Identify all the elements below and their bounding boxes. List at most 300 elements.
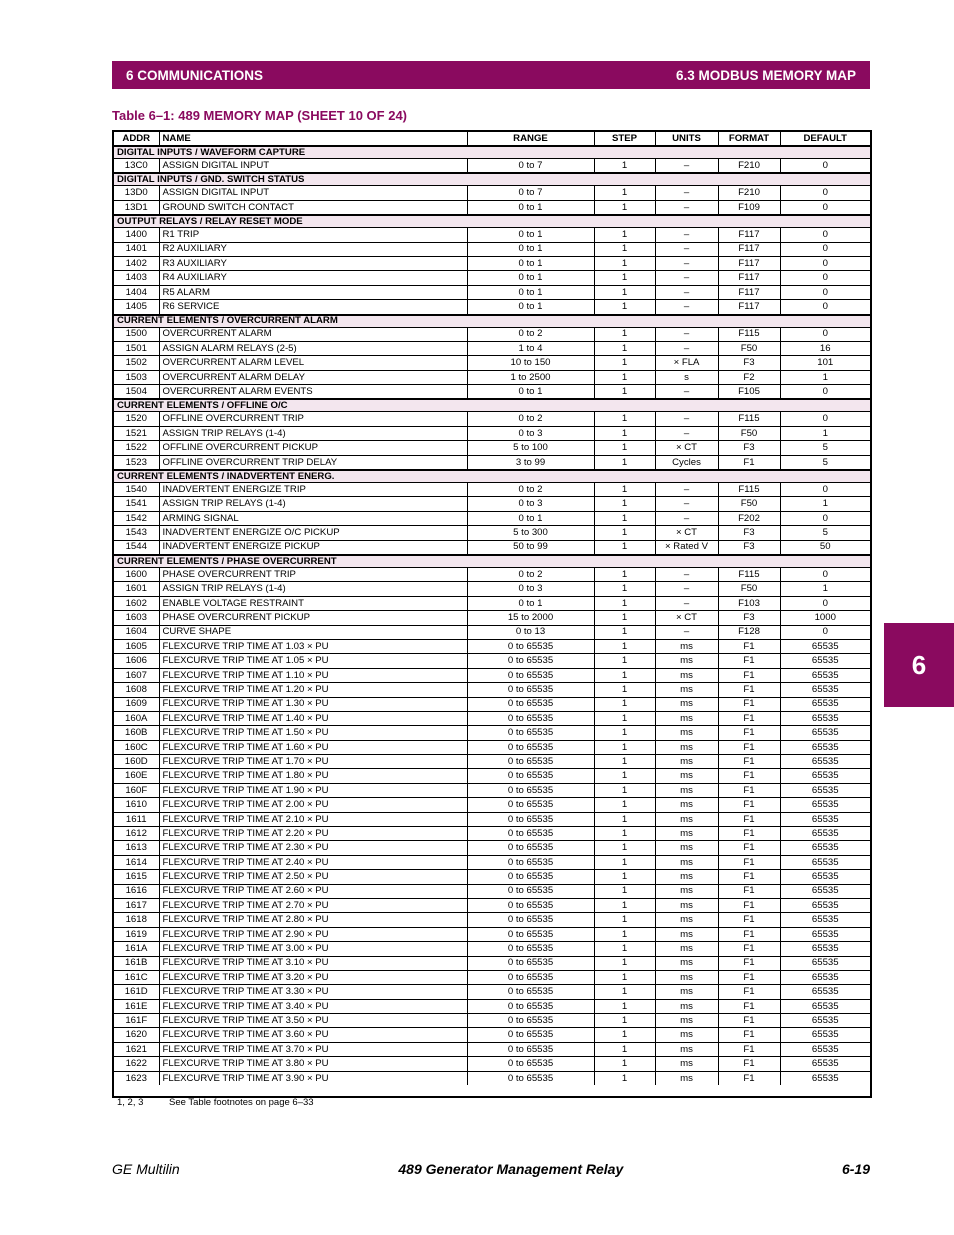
cell-step: 1 [594, 455, 655, 470]
cell-step: 1 [594, 242, 655, 256]
cell-format: F2 [718, 370, 780, 384]
cell-addr: 1620 [114, 1028, 159, 1042]
cell-addr: 161F [114, 1014, 159, 1028]
table-row [114, 256, 870, 270]
cell-units: ms [655, 726, 718, 740]
cell-name: FLEXCURVE TRIP TIME AT 3.90 × PU [159, 1071, 467, 1085]
cell-default: 65535 [780, 711, 870, 725]
cell-default: 5 [780, 455, 870, 470]
chapter-side-tab: 6 [884, 623, 954, 707]
cell-format: F1 [718, 683, 780, 697]
cell-range: 0 to 65535 [467, 668, 594, 682]
cell-default: 0 [780, 300, 870, 315]
cell-units: ms [655, 970, 718, 984]
col-header-default: DEFAULT [780, 132, 870, 146]
col-header-name: NAME [159, 132, 467, 146]
table-row [114, 511, 870, 525]
cell-name: FLEXCURVE TRIP TIME AT 2.60 × PU [159, 884, 467, 898]
cell-format: F109 [718, 200, 780, 215]
cell-name: FLEXCURVE TRIP TIME AT 2.90 × PU [159, 927, 467, 941]
cell-name: FLEXCURVE TRIP TIME AT 2.10 × PU [159, 812, 467, 826]
cell-format: F1 [718, 711, 780, 725]
cell-default: 65535 [780, 855, 870, 869]
table-row [114, 755, 870, 769]
cell-name: FLEXCURVE TRIP TIME AT 2.50 × PU [159, 870, 467, 884]
cell-units: ms [655, 884, 718, 898]
cell-default: 65535 [780, 769, 870, 783]
cell-units: ms [655, 783, 718, 797]
cell-units: ms [655, 740, 718, 754]
cell-range: 0 to 65535 [467, 639, 594, 653]
cell-default: 0 [780, 625, 870, 639]
cell-default: 0 [780, 200, 870, 215]
table-row [114, 596, 870, 610]
table-row [114, 455, 870, 470]
cell-default: 65535 [780, 697, 870, 711]
cell-format: F210 [718, 159, 780, 174]
cell-format: F1 [718, 913, 780, 927]
cell-name: ASSIGN TRIP RELAYS (1-4) [159, 426, 467, 440]
section-row [114, 470, 870, 483]
cell-name: FLEXCURVE TRIP TIME AT 1.80 × PU [159, 769, 467, 783]
table-row [114, 341, 870, 355]
cell-addr: 161B [114, 956, 159, 970]
cell-addr: 1405 [114, 300, 159, 315]
section-title: OUTPUT RELAYS / RELAY RESET MODE [114, 215, 870, 228]
cell-name: OFFLINE OVERCURRENT TRIP DELAY [159, 455, 467, 470]
cell-units: – [655, 511, 718, 525]
cell-step: 1 [594, 726, 655, 740]
cell-range: 0 to 3 [467, 497, 594, 511]
cell-addr: 161E [114, 999, 159, 1013]
cell-step: 1 [594, 755, 655, 769]
cell-name: ARMING SIGNAL [159, 511, 467, 525]
table-row [114, 582, 870, 596]
cell-range: 0 to 1 [467, 228, 594, 242]
cell-step: 1 [594, 497, 655, 511]
cell-addr: 1543 [114, 526, 159, 540]
cell-range: 0 to 65535 [467, 1028, 594, 1042]
cell-units: – [655, 582, 718, 596]
cell-default: 1 [780, 497, 870, 511]
cell-step: 1 [594, 884, 655, 898]
cell-step: 1 [594, 999, 655, 1013]
cell-range: 0 to 65535 [467, 755, 594, 769]
table-row [114, 740, 870, 754]
cell-range: 0 to 7 [467, 186, 594, 200]
cell-addr: 1615 [114, 870, 159, 884]
cell-default: 0 [780, 596, 870, 610]
cell-format: F105 [718, 385, 780, 400]
cell-format: F1 [718, 898, 780, 912]
cell-format: F1 [718, 1028, 780, 1042]
cell-step: 1 [594, 683, 655, 697]
cell-units: – [655, 426, 718, 440]
cell-name: FLEXCURVE TRIP TIME AT 3.10 × PU [159, 956, 467, 970]
cell-format: F1 [718, 668, 780, 682]
cell-step: 1 [594, 271, 655, 285]
cell-name: PHASE OVERCURRENT PICKUP [159, 611, 467, 625]
cell-step: 1 [594, 711, 655, 725]
cell-name: CURVE SHAPE [159, 625, 467, 639]
cell-addr: 13D0 [114, 186, 159, 200]
cell-default: 65535 [780, 898, 870, 912]
table-row [114, 356, 870, 370]
cell-name: R4 AUXILIARY [159, 271, 467, 285]
cell-units: – [655, 271, 718, 285]
table-row [114, 625, 870, 639]
cell-units: × CT [655, 441, 718, 455]
cell-range: 0 to 1 [467, 385, 594, 400]
cell-step: 1 [594, 186, 655, 200]
cell-addr: 1544 [114, 540, 159, 555]
cell-step: 1 [594, 483, 655, 497]
section-title: 6.3 MODBUS MEMORY MAP [675, 67, 856, 83]
col-header-format: FORMAT [718, 132, 780, 146]
cell-addr: 1401 [114, 242, 159, 256]
cell-name: FLEXCURVE TRIP TIME AT 3.30 × PU [159, 985, 467, 999]
cell-addr: 1608 [114, 683, 159, 697]
cell-format: F1 [718, 740, 780, 754]
cell-units: – [655, 385, 718, 400]
cell-name: R1 TRIP [159, 228, 467, 242]
cell-range: 0 to 2 [467, 483, 594, 497]
table-row [114, 913, 870, 927]
cell-format: F1 [718, 970, 780, 984]
cell-default: 0 [780, 483, 870, 497]
cell-format: F117 [718, 228, 780, 242]
cell-units: × FLA [655, 356, 718, 370]
cell-name: OFFLINE OVERCURRENT PICKUP [159, 441, 467, 455]
cell-range: 0 to 65535 [467, 942, 594, 956]
cell-format: F1 [718, 726, 780, 740]
cell-units: ms [655, 999, 718, 1013]
cell-addr: 1622 [114, 1057, 159, 1071]
cell-range: 3 to 99 [467, 455, 594, 470]
cell-name: FLEXCURVE TRIP TIME AT 2.30 × PU [159, 841, 467, 855]
cell-step: 1 [594, 1028, 655, 1042]
cell-name: ASSIGN DIGITAL INPUT [159, 159, 467, 174]
cell-range: 0 to 65535 [467, 841, 594, 855]
cell-step: 1 [594, 639, 655, 653]
cell-addr: 1542 [114, 511, 159, 525]
cell-units: – [655, 285, 718, 299]
cell-range: 0 to 65535 [467, 1014, 594, 1028]
cell-default: 65535 [780, 956, 870, 970]
cell-default: 65535 [780, 1014, 870, 1028]
table-row [114, 711, 870, 725]
cell-default: 5 [780, 441, 870, 455]
table-row [114, 697, 870, 711]
cell-units: – [655, 200, 718, 215]
cell-format: F1 [718, 812, 780, 826]
cell-step: 1 [594, 697, 655, 711]
cell-format: F50 [718, 582, 780, 596]
cell-step: 1 [594, 596, 655, 610]
cell-format: F1 [718, 1071, 780, 1085]
cell-step: 1 [594, 654, 655, 668]
cell-range: 0 to 65535 [467, 927, 594, 941]
table-row [114, 285, 870, 299]
col-header-step: STEP [594, 132, 655, 146]
cell-range: 0 to 1 [467, 256, 594, 270]
cell-range: 0 to 65535 [467, 827, 594, 841]
table-row [114, 327, 870, 341]
cell-default: 65535 [780, 1057, 870, 1071]
cell-addr: 1600 [114, 567, 159, 581]
table-row [114, 228, 870, 242]
cell-default: 0 [780, 412, 870, 426]
cell-format: F1 [718, 1057, 780, 1071]
cell-step: 1 [594, 625, 655, 639]
col-header-addr: ADDR [114, 132, 159, 146]
table-row [114, 1014, 870, 1028]
cell-format: F117 [718, 285, 780, 299]
cell-units: ms [655, 1042, 718, 1056]
table-row [114, 271, 870, 285]
cell-addr: 1601 [114, 582, 159, 596]
cell-range: 0 to 2 [467, 412, 594, 426]
cell-step: 1 [594, 913, 655, 927]
cell-range: 0 to 65535 [467, 697, 594, 711]
section-row [114, 315, 870, 328]
cell-step: 1 [594, 540, 655, 555]
cell-format: F50 [718, 497, 780, 511]
cell-addr: 1613 [114, 841, 159, 855]
cell-units: × CT [655, 526, 718, 540]
cell-step: 1 [594, 327, 655, 341]
cell-name: INADVERTENT ENERGIZE TRIP [159, 483, 467, 497]
cell-format: F1 [718, 870, 780, 884]
cell-default: 65535 [780, 783, 870, 797]
table-row [114, 540, 870, 555]
cell-units: – [655, 567, 718, 581]
cell-step: 1 [594, 611, 655, 625]
cell-format: F1 [718, 1042, 780, 1056]
cell-name: FLEXCURVE TRIP TIME AT 2.80 × PU [159, 913, 467, 927]
cell-units: ms [655, 1014, 718, 1028]
memory-map-table [114, 132, 870, 1085]
cell-format: F1 [718, 783, 780, 797]
cell-units: ms [655, 898, 718, 912]
cell-addr: 1541 [114, 497, 159, 511]
cell-units: – [655, 228, 718, 242]
cell-default: 65535 [780, 870, 870, 884]
cell-units: – [655, 497, 718, 511]
cell-range: 0 to 65535 [467, 898, 594, 912]
cell-units: × Rated V [655, 540, 718, 555]
footer-product: 489 Generator Management Relay [398, 1161, 624, 1177]
cell-step: 1 [594, 256, 655, 270]
cell-format: F3 [718, 611, 780, 625]
cell-units: – [655, 327, 718, 341]
cell-name: OVERCURRENT ALARM EVENTS [159, 385, 467, 400]
cell-addr: 1610 [114, 798, 159, 812]
cell-name: ENABLE VOLTAGE RESTRAINT [159, 596, 467, 610]
cell-range: 0 to 65535 [467, 769, 594, 783]
cell-range: 1 to 2500 [467, 370, 594, 384]
cell-step: 1 [594, 582, 655, 596]
table-row [114, 186, 870, 200]
cell-name: FLEXCURVE TRIP TIME AT 1.60 × PU [159, 740, 467, 754]
table-row [114, 1042, 870, 1056]
cell-step: 1 [594, 441, 655, 455]
cell-name: FLEXCURVE TRIP TIME AT 2.20 × PU [159, 827, 467, 841]
cell-addr: 160F [114, 783, 159, 797]
table-row [114, 898, 870, 912]
cell-units: ms [655, 755, 718, 769]
cell-format: F1 [718, 942, 780, 956]
cell-range: 0 to 65535 [467, 956, 594, 970]
cell-addr: 1619 [114, 927, 159, 941]
cell-range: 0 to 65535 [467, 1057, 594, 1071]
cell-step: 1 [594, 942, 655, 956]
cell-format: F3 [718, 540, 780, 555]
cell-addr: 1403 [114, 271, 159, 285]
cell-range: 0 to 65535 [467, 985, 594, 999]
table-row [114, 985, 870, 999]
cell-name: ASSIGN ALARM RELAYS (2-5) [159, 341, 467, 355]
cell-addr: 160B [114, 726, 159, 740]
cell-range: 0 to 65535 [467, 726, 594, 740]
cell-range: 50 to 99 [467, 540, 594, 555]
col-header-range: RANGE [467, 132, 594, 146]
cell-addr: 1400 [114, 228, 159, 242]
footnote-refs: 1, 2, 3 [117, 1097, 144, 1108]
cell-range: 0 to 65535 [467, 884, 594, 898]
cell-range: 0 to 65535 [467, 1071, 594, 1085]
cell-range: 0 to 13 [467, 625, 594, 639]
cell-units: ms [655, 927, 718, 941]
table-row [114, 812, 870, 826]
cell-format: F1 [718, 798, 780, 812]
cell-addr: 1540 [114, 483, 159, 497]
cell-units: ms [655, 956, 718, 970]
cell-step: 1 [594, 159, 655, 174]
cell-range: 0 to 1 [467, 511, 594, 525]
table-header-row [114, 132, 870, 146]
cell-format: F103 [718, 596, 780, 610]
cell-name: ASSIGN TRIP RELAYS (1-4) [159, 497, 467, 511]
cell-name: GROUND SWITCH CONTACT [159, 200, 467, 215]
cell-addr: 1623 [114, 1071, 159, 1085]
cell-units: ms [655, 812, 718, 826]
cell-units: ms [655, 913, 718, 927]
cell-default: 101 [780, 356, 870, 370]
cell-addr: 160E [114, 769, 159, 783]
cell-addr: 1522 [114, 441, 159, 455]
cell-format: F1 [718, 769, 780, 783]
cell-format: F1 [718, 827, 780, 841]
table-row [114, 884, 870, 898]
cell-units: Cycles [655, 455, 718, 470]
table-row [114, 483, 870, 497]
cell-step: 1 [594, 412, 655, 426]
cell-addr: 1602 [114, 596, 159, 610]
cell-default: 0 [780, 385, 870, 400]
cell-default: 65535 [780, 884, 870, 898]
cell-step: 1 [594, 511, 655, 525]
cell-default: 65535 [780, 639, 870, 653]
cell-step: 1 [594, 1042, 655, 1056]
cell-addr: 1609 [114, 697, 159, 711]
cell-range: 0 to 65535 [467, 855, 594, 869]
cell-default: 0 [780, 159, 870, 174]
cell-units: ms [655, 639, 718, 653]
cell-addr: 1501 [114, 341, 159, 355]
cell-name: FLEXCURVE TRIP TIME AT 3.00 × PU [159, 942, 467, 956]
section-title: CURRENT ELEMENTS / OFFLINE O/C [114, 399, 870, 412]
cell-step: 1 [594, 1014, 655, 1028]
page-number: 6-19 [841, 1161, 870, 1177]
table-row [114, 300, 870, 315]
cell-addr: 13C0 [114, 159, 159, 174]
cell-format: F50 [718, 426, 780, 440]
cell-range: 0 to 65535 [467, 812, 594, 826]
cell-step: 1 [594, 228, 655, 242]
cell-default: 1 [780, 582, 870, 596]
cell-step: 1 [594, 567, 655, 581]
cell-step: 1 [594, 1057, 655, 1071]
table-row [114, 200, 870, 215]
cell-default: 65535 [780, 740, 870, 754]
cell-range: 5 to 100 [467, 441, 594, 455]
cell-format: F115 [718, 327, 780, 341]
table-row [114, 567, 870, 581]
section-row [114, 215, 870, 228]
cell-addr: 1607 [114, 668, 159, 682]
cell-default: 0 [780, 228, 870, 242]
cell-range: 0 to 65535 [467, 970, 594, 984]
table-row [114, 426, 870, 440]
cell-default: 0 [780, 242, 870, 256]
cell-format: F1 [718, 639, 780, 653]
table-row [114, 497, 870, 511]
section-row [114, 555, 870, 568]
cell-default: 65535 [780, 1042, 870, 1056]
table-row [114, 798, 870, 812]
cell-addr: 161C [114, 970, 159, 984]
cell-name: FLEXCURVE TRIP TIME AT 1.03 × PU [159, 639, 467, 653]
section-title: CURRENT ELEMENTS / OVERCURRENT ALARM [114, 315, 870, 328]
cell-step: 1 [594, 426, 655, 440]
cell-name: FLEXCURVE TRIP TIME AT 3.70 × PU [159, 1042, 467, 1056]
cell-name: INADVERTENT ENERGIZE O/C PICKUP [159, 526, 467, 540]
cell-units: ms [655, 711, 718, 725]
table-row [114, 956, 870, 970]
table-row [114, 942, 870, 956]
cell-units: ms [655, 841, 718, 855]
cell-units: – [655, 186, 718, 200]
cell-name: R3 AUXILIARY [159, 256, 467, 270]
cell-default: 1000 [780, 611, 870, 625]
cell-step: 1 [594, 783, 655, 797]
table-title: Table 6–1: 489 MEMORY MAP (SHEET 10 OF 24) [112, 108, 408, 123]
table-body [114, 146, 870, 1085]
cell-range: 0 to 65535 [467, 870, 594, 884]
section-row [114, 399, 870, 412]
cell-name: OVERCURRENT ALARM DELAY [159, 370, 467, 384]
table-row [114, 1071, 870, 1085]
cell-units: ms [655, 870, 718, 884]
cell-format: F115 [718, 412, 780, 426]
cell-name: FLEXCURVE TRIP TIME AT 3.80 × PU [159, 1057, 467, 1071]
table-row [114, 841, 870, 855]
cell-default: 1 [780, 426, 870, 440]
cell-step: 1 [594, 668, 655, 682]
cell-step: 1 [594, 769, 655, 783]
cell-units: ms [655, 769, 718, 783]
